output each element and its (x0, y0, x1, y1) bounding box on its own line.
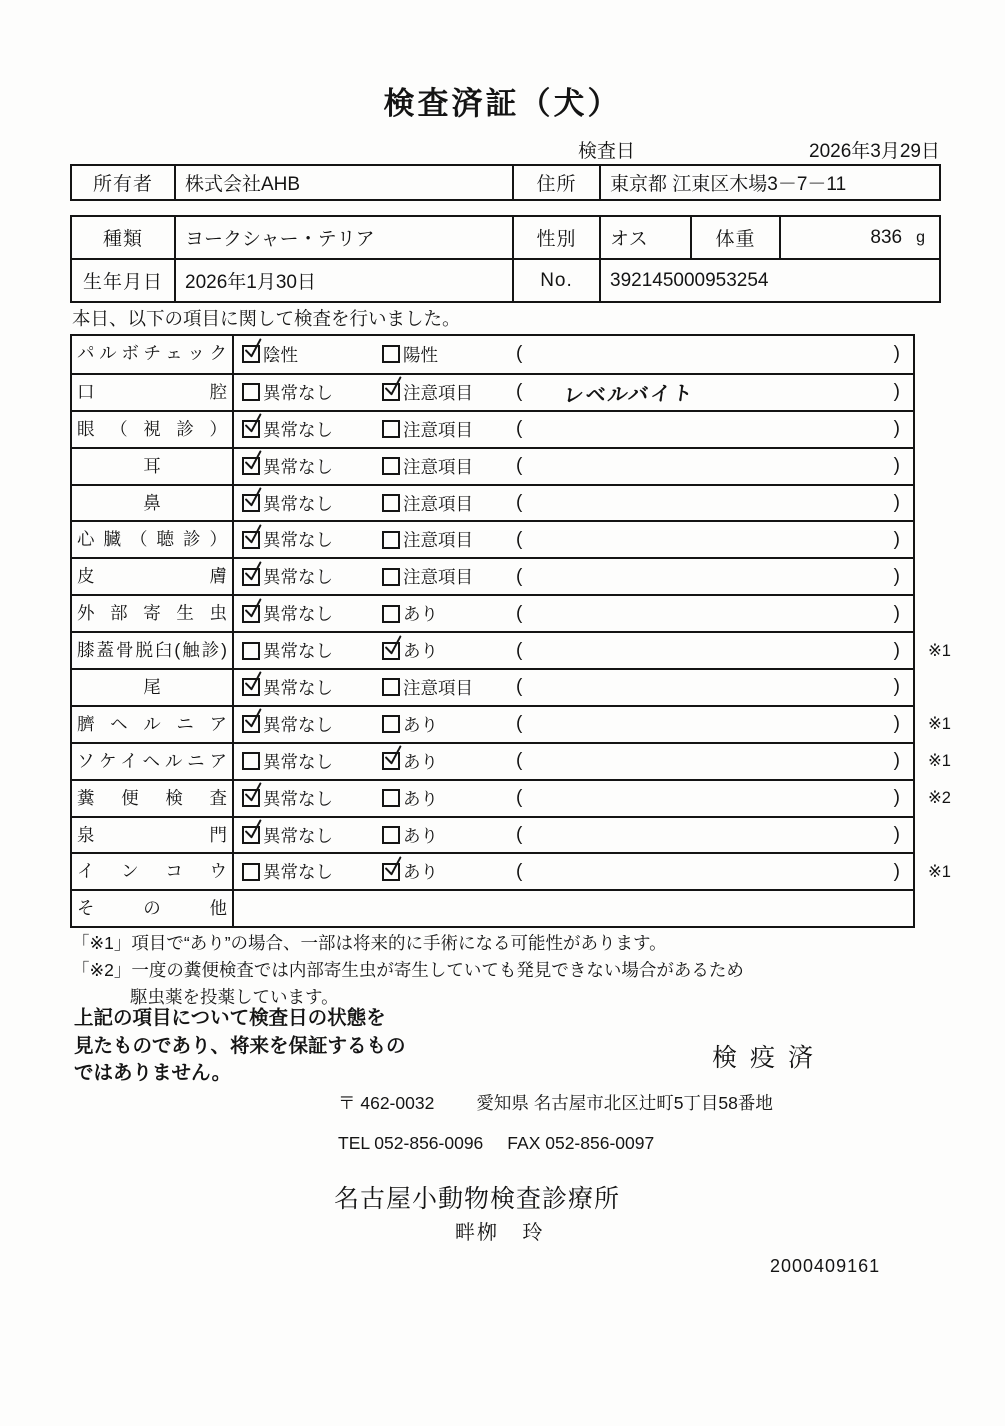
checkbox-icon (382, 568, 400, 586)
row-options (234, 670, 913, 705)
footnote-1: 「※1」項目で“あり”の場合、一部は将来的に手術になる可能性があります。 (72, 933, 667, 953)
option-2 (382, 486, 473, 521)
row-options (234, 818, 913, 853)
paren-open: ( (516, 418, 523, 440)
row-options (234, 596, 913, 631)
owner-value: 株式会社AHB (174, 166, 512, 199)
option-2 (382, 596, 438, 631)
row-label: 膝蓋骨脱臼(触診) (72, 633, 234, 668)
checkbox-icon (242, 457, 260, 475)
no-value: 392145000953254 (599, 260, 939, 301)
breed-value: ヨークシャー・テリア (174, 217, 512, 258)
birth-row (72, 258, 939, 301)
checkbox-icon (382, 715, 400, 733)
row-options (234, 559, 913, 594)
breed-row (72, 217, 939, 258)
option-1 (242, 781, 333, 816)
option-2 (382, 522, 473, 557)
clinic-tel-line (338, 1133, 654, 1154)
checkmark-icon (382, 855, 406, 879)
checkmark-icon (242, 560, 266, 584)
option-1 (242, 522, 333, 557)
checkmark-icon (242, 707, 266, 731)
option-1 (242, 375, 333, 410)
option-2-label: あり (403, 788, 438, 809)
checkmark-icon (242, 449, 266, 473)
clinic-address-line (338, 1090, 773, 1115)
option-1 (242, 449, 333, 484)
inspection-date-label: 検査日 (578, 141, 636, 162)
paren-open: ( (516, 381, 523, 403)
row-options (234, 854, 913, 889)
checklist-row (72, 520, 913, 557)
checkbox-icon (242, 715, 260, 733)
option-2 (382, 670, 473, 705)
row-options (234, 449, 913, 484)
option-1-label: 異常なし (263, 751, 333, 772)
checkbox-icon (382, 494, 400, 512)
reference-mark: ※1 (927, 862, 951, 881)
option-1-label: 異常なし (263, 567, 333, 588)
option-1 (242, 633, 333, 668)
option-2-label: あり (403, 751, 438, 772)
option-1-label: 異常なし (263, 862, 333, 883)
checkbox-icon (242, 531, 260, 549)
option-1 (242, 559, 333, 594)
row-label: 口腔 (72, 375, 234, 410)
row-label: ソケイヘルニア (72, 744, 234, 779)
option-2 (382, 744, 438, 779)
footnotes (72, 930, 744, 1011)
option-1 (242, 336, 298, 373)
checkmark-icon (242, 597, 266, 621)
option-1-label: 異常なし (263, 677, 333, 698)
checkmark-icon (242, 337, 266, 361)
checklist-row (72, 594, 913, 631)
option-2 (382, 633, 438, 668)
option-2-label: 注意項目 (403, 677, 473, 698)
paren-open: ( (516, 343, 523, 365)
row-label: その他 (72, 891, 234, 926)
checkbox-icon (242, 678, 260, 696)
row-options (234, 336, 913, 373)
sex-label: 性別 (512, 217, 599, 258)
checklist-row (72, 410, 913, 447)
disclaimer-line-1: 上記の項目について検査日の状態を (74, 1007, 386, 1029)
checkbox-icon (382, 531, 400, 549)
option-1-label: 異常なし (263, 641, 333, 662)
intro-text: 本日、以下の項目に関して検査を行いました。 (72, 308, 461, 329)
row-options (234, 633, 913, 668)
row-label: パルボチェック (72, 336, 234, 373)
option-2-label: 注意項目 (403, 493, 473, 514)
paren-open: ( (516, 824, 523, 846)
document-number: 2000409161 (770, 1256, 881, 1276)
checkbox-icon (382, 345, 400, 363)
paren-close: ) (893, 418, 900, 440)
checkbox-icon (242, 863, 260, 881)
option-1-label: 異常なし (263, 825, 333, 846)
checklist-row (72, 447, 913, 484)
option-2-label: 注意項目 (403, 382, 473, 403)
checkbox-icon (242, 826, 260, 844)
checklist-row (72, 557, 913, 594)
row-label: 心臓（聴診） (72, 522, 234, 557)
owner-row (72, 166, 939, 199)
checkbox-icon (242, 605, 260, 623)
checklist-row (72, 668, 913, 705)
birth-label: 生年月日 (82, 272, 163, 293)
checkbox-icon (242, 420, 260, 438)
info-table (70, 215, 941, 303)
option-1 (242, 670, 333, 705)
option-1 (242, 818, 333, 853)
option-2 (382, 375, 473, 410)
paren-open: ( (516, 455, 523, 477)
checklist-row (72, 816, 913, 853)
checkmark-icon (382, 375, 406, 399)
veterinarian-name: 畔栁 玲 (455, 1222, 545, 1244)
weight-value-cell (779, 217, 939, 258)
footnote-2: 「※2」一度の糞便検査では内部寄生虫が寄生していても発見できない場合があるため (72, 960, 744, 980)
disclaimer-text (74, 1005, 406, 1088)
checkmark-icon (242, 523, 266, 547)
paren-open: ( (516, 860, 523, 882)
row-label: 眼（視診） (72, 412, 234, 447)
option-2 (382, 818, 438, 853)
reference-mark: ※1 (927, 641, 951, 660)
option-2-label: 注意項目 (403, 530, 473, 551)
checkbox-icon (242, 568, 260, 586)
breed-label: 種類 (102, 229, 143, 250)
option-2-label: 陽性 (403, 344, 438, 365)
address-label: 住所 (512, 166, 599, 199)
row-label: 耳 (72, 449, 234, 484)
checkmark-icon (242, 781, 266, 805)
row-options (234, 375, 913, 410)
checkbox-icon (242, 752, 260, 770)
checkbox-icon (382, 457, 400, 475)
checkmark-icon (382, 634, 406, 658)
paren-open: ( (516, 787, 523, 809)
handwritten-note: レベルバイト (562, 382, 696, 407)
option-1-label: 異常なし (263, 382, 333, 403)
row-label: 皮膚 (72, 559, 234, 594)
clinic-tel: TEL 052-856-0096 (338, 1133, 484, 1153)
row-label: 臍ヘルニア (72, 707, 234, 742)
option-2 (382, 336, 438, 373)
option-2-label: 注意項目 (403, 456, 473, 477)
checkbox-icon (242, 494, 260, 512)
inspection-date-value: 2026年3月29日 (809, 141, 940, 162)
checklist-row (72, 484, 913, 521)
checkbox-icon (382, 789, 400, 807)
checkbox-icon (382, 752, 400, 770)
reference-mark: ※1 (927, 715, 951, 734)
row-label: 外部寄生虫 (72, 596, 234, 631)
option-1-label: 異常なし (263, 419, 333, 440)
checklist-row (72, 742, 951, 779)
checklist-row (72, 852, 951, 889)
option-1 (242, 412, 333, 447)
checklist-row (72, 336, 913, 373)
checkbox-icon (382, 420, 400, 438)
paren-open: ( (516, 750, 523, 772)
row-label: 鼻 (72, 486, 234, 521)
row-options (234, 412, 913, 447)
paren-close: ) (893, 455, 900, 477)
checklist-row (72, 779, 951, 816)
disclaimer-line-2: 見たものであり、将来を保証するもの (74, 1034, 406, 1057)
paren-close: ) (893, 343, 900, 365)
paren-close: ) (893, 565, 900, 587)
row-options (234, 522, 913, 557)
option-2-label: あり (403, 714, 438, 735)
option-1-label: 異常なし (263, 714, 333, 735)
row-options (234, 781, 913, 816)
option-2 (382, 854, 438, 889)
clinic-name: 名古屋小動物検査診療所 (334, 1185, 621, 1213)
row-options (234, 744, 913, 779)
paren-open: ( (516, 528, 523, 550)
reference-mark: ※2 (927, 789, 951, 808)
option-1-label: 異常なし (263, 493, 333, 514)
paren-close: ) (893, 713, 900, 735)
clinic-fax: FAX 052-856-0097 (507, 1133, 655, 1153)
weight-unit: g (916, 228, 925, 246)
owner-table (70, 164, 941, 201)
checkmark-icon (242, 670, 266, 694)
paren-close: ) (893, 860, 900, 882)
option-1-label: 陰性 (263, 344, 298, 365)
option-2 (382, 781, 438, 816)
row-options (234, 891, 913, 926)
option-2 (382, 707, 438, 742)
paren-close: ) (893, 528, 900, 550)
clinic-postal: 〒 462-0032 (338, 1093, 435, 1113)
option-2-label: あり (403, 862, 438, 883)
row-label: インコウ (72, 854, 234, 889)
checklist-row (72, 373, 913, 410)
option-2-label: 注意項目 (403, 567, 473, 588)
paren-open: ( (516, 676, 523, 698)
paren-close: ) (893, 750, 900, 772)
owner-label: 所有者 (92, 174, 153, 195)
quarantine-stamp: 検疫済 (712, 1044, 827, 1072)
option-1-label: 異常なし (263, 604, 333, 625)
checkmark-icon (242, 412, 266, 436)
row-label: 糞便検査 (72, 781, 234, 816)
paren-open: ( (516, 492, 523, 513)
checkbox-icon (382, 863, 400, 881)
paren-close: ) (893, 381, 900, 403)
row-label: 尾 (72, 670, 234, 705)
checkbox-icon (242, 642, 260, 660)
option-1 (242, 854, 333, 889)
paren-close: ) (893, 676, 900, 698)
option-1 (242, 596, 333, 631)
paren-close: ) (893, 602, 900, 624)
address-value: 東京都 江東区木場3－7－11 (599, 166, 939, 199)
option-1-label: 異常なし (263, 530, 333, 551)
paren-open: ( (516, 639, 523, 661)
checklist-row (72, 889, 913, 926)
checkbox-icon (382, 605, 400, 623)
footnote-2-continued: 駆虫薬を投薬しています。 (130, 987, 339, 1007)
paren-open: ( (516, 713, 523, 735)
checkbox-icon (382, 826, 400, 844)
paren-close: ) (893, 492, 900, 513)
checkbox-icon (382, 642, 400, 660)
clinic-address: 愛知県 名古屋市北区辻町5丁目58番地 (476, 1093, 773, 1113)
page-title: 検査済証（犬） (383, 86, 622, 121)
sex-value: オス (599, 217, 690, 258)
checkbox-icon (242, 383, 260, 401)
checkmark-icon (242, 818, 266, 842)
birth-value: 2026年1月30日 (174, 260, 512, 301)
weight-value: 836 (870, 226, 903, 248)
checkmark-icon (242, 486, 266, 510)
paren-close: ) (893, 824, 900, 846)
checkbox-icon (382, 678, 400, 696)
checklist-row (72, 705, 951, 742)
checklist-table (70, 334, 951, 928)
option-1 (242, 744, 333, 779)
option-2-label: あり (403, 825, 438, 846)
no-label: No. (512, 260, 599, 301)
reference-mark: ※1 (927, 752, 951, 771)
paren-close: ) (893, 787, 900, 809)
option-2 (382, 559, 473, 594)
disclaimer-line-3: ではありません。 (74, 1062, 232, 1084)
paren-close: ) (893, 639, 900, 661)
option-2-label: あり (403, 604, 438, 625)
row-options (234, 486, 913, 521)
paren-open: ( (516, 565, 523, 587)
option-2 (382, 449, 473, 484)
checkbox-icon (242, 345, 260, 363)
paren-open: ( (516, 602, 523, 624)
option-1-label: 異常なし (263, 456, 333, 477)
inspection-date-row (578, 136, 940, 163)
option-2 (382, 412, 473, 447)
option-1 (242, 707, 333, 742)
row-label: 泉門 (72, 818, 234, 853)
checkbox-icon (382, 383, 400, 401)
checkmark-icon (382, 744, 406, 768)
option-2-label: あり (403, 641, 438, 662)
checklist-row (72, 631, 951, 668)
row-options (234, 707, 913, 742)
weight-label: 体重 (690, 217, 779, 258)
option-1-label: 異常なし (263, 788, 333, 809)
option-2-label: 注意項目 (403, 419, 473, 440)
checkbox-icon (242, 789, 260, 807)
option-1 (242, 486, 333, 521)
